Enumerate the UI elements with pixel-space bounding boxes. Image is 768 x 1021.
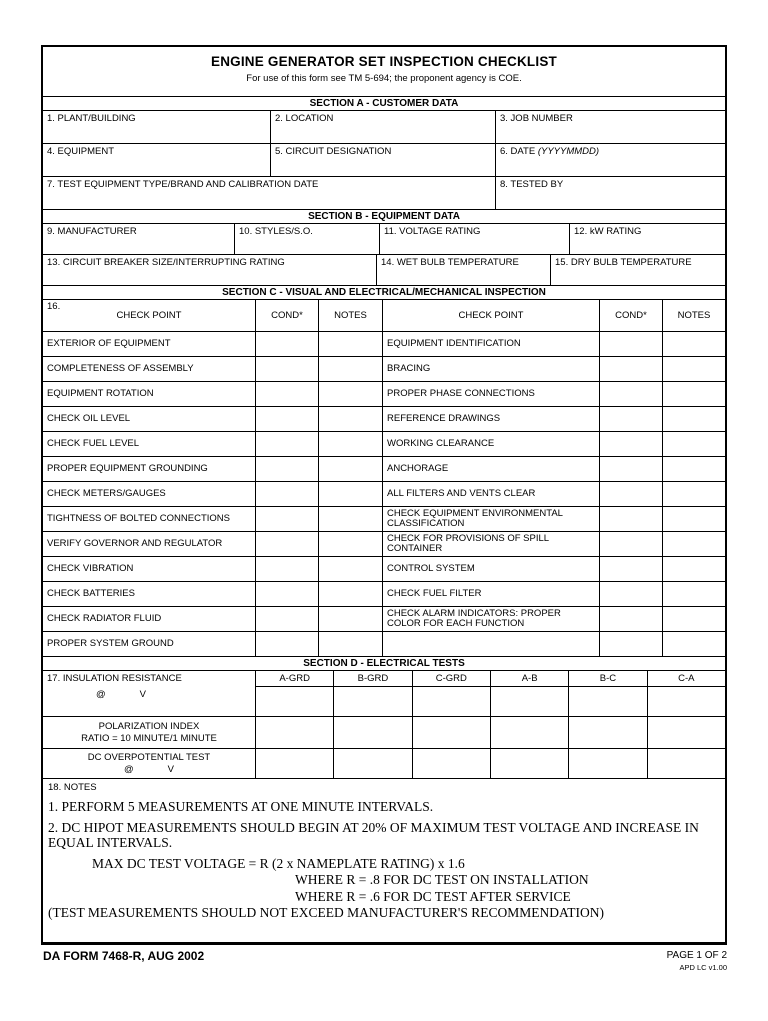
field-circuit-breaker-label: 13. CIRCUIT BREAKER SIZE/INTERRUPTING RATING xyxy=(47,257,285,268)
cond-cell[interactable] xyxy=(599,557,662,581)
col-header-b-c: B-C xyxy=(569,671,646,687)
notes-cell[interactable] xyxy=(662,382,725,406)
checklist-row xyxy=(43,382,725,407)
col-header-c-a: C-A xyxy=(648,671,725,687)
col-header-cond-right: COND* xyxy=(599,300,662,331)
cond-cell[interactable] xyxy=(255,432,318,456)
check-point-label: EQUIPMENT ROTATION xyxy=(47,387,154,399)
field-voltage-rating[interactable] xyxy=(379,224,569,254)
notes-cell[interactable] xyxy=(662,332,725,356)
section-b-header: SECTION B - EQUIPMENT DATA xyxy=(43,210,725,224)
value-cell[interactable] xyxy=(490,717,568,748)
form-page xyxy=(41,45,727,945)
value-cell[interactable] xyxy=(491,687,568,716)
check-point-label: REFERENCE DRAWINGS xyxy=(382,407,599,431)
footer-right xyxy=(667,950,727,972)
value-cell[interactable] xyxy=(333,717,411,748)
cond-cell[interactable] xyxy=(599,532,662,556)
value-cell[interactable] xyxy=(569,687,646,716)
dc-at-voltage[interactable] xyxy=(47,764,251,776)
checklist-row xyxy=(43,457,725,482)
field-tested-by[interactable] xyxy=(495,177,725,209)
checklist-column-headers xyxy=(43,300,725,332)
field-tested-by-label: 8. TESTED BY xyxy=(500,179,564,190)
checklist-row xyxy=(43,532,725,557)
notes-cell[interactable] xyxy=(662,507,725,531)
field-voltage-rating-label: 11. VOLTAGE RATING xyxy=(384,226,481,237)
notes-area[interactable] xyxy=(43,779,725,942)
notes-cell[interactable] xyxy=(318,432,382,456)
value-cell[interactable] xyxy=(334,687,411,716)
note-formula: MAX DC TEST VOLTAGE = R (2 x NAMEPLATE RATING) x 1.6 xyxy=(92,855,465,871)
at-sign: @ xyxy=(96,689,106,700)
field-plant-building[interactable] xyxy=(43,111,270,143)
note-2: 2. DC HIPOT MEASUREMENTS SHOULD BEGIN AT 20% OF MAXIMUM TEST VOLTAGE AND INCREASE IN EQUAL INTERVALS. xyxy=(48,819,699,850)
cond-cell[interactable] xyxy=(599,432,662,456)
cond-cell[interactable] xyxy=(255,332,318,356)
check-point-label: ALL FILTERS AND VENTS CLEAR xyxy=(382,482,599,506)
notes-cell[interactable] xyxy=(662,582,725,606)
notes-cell[interactable] xyxy=(318,457,382,481)
checklist-row xyxy=(43,407,725,432)
checklist-row xyxy=(43,632,725,657)
value-cell[interactable] xyxy=(648,687,725,716)
at-sign: @ xyxy=(124,763,134,775)
col-header-c-grd: C-GRD xyxy=(413,671,490,687)
form-number: DA FORM 7468-R, AUG 2002 xyxy=(43,949,205,963)
field-manufacturer[interactable] xyxy=(43,224,234,254)
volts-label: V xyxy=(139,689,146,700)
field-insulation-resistance-label: 17. INSULATION RESISTANCE xyxy=(47,673,182,684)
cond-cell[interactable] xyxy=(599,507,662,531)
value-cell[interactable] xyxy=(568,749,646,778)
test-column-a-b xyxy=(490,671,568,716)
value-cell[interactable] xyxy=(647,717,725,748)
value-cell[interactable] xyxy=(333,749,411,778)
cond-cell[interactable] xyxy=(599,382,662,406)
test-column-b-grd xyxy=(333,671,411,716)
note-where-installation: WHERE R = .8 FOR DC TEST ON INSTALLATION xyxy=(295,872,589,887)
check-point-label: ANCHORAGE xyxy=(382,457,599,481)
check-point-label: CHECK FOR PROVISIONS OF SPILL CONTAINER xyxy=(382,532,599,556)
check-point-label: PROPER PHASE CONNECTIONS xyxy=(382,382,599,406)
check-point-label: EQUIPMENT IDENTIFICATION xyxy=(382,332,599,356)
check-point-label: CHECK ALARM INDICATORS: PROPER COLOR FOR EACH FUNCTION xyxy=(382,607,599,631)
checklist-row xyxy=(43,582,725,607)
checklist-row xyxy=(43,482,725,507)
field-test-equipment-label: 7. TEST EQUIPMENT TYPE/BRAND AND CALIBRATION DATE xyxy=(47,179,319,190)
check-point-label: CHECK BATTERIES xyxy=(47,587,135,599)
check-point-label xyxy=(382,632,599,656)
field-equipment[interactable] xyxy=(43,144,270,176)
checklist-row xyxy=(43,507,725,532)
dc-overpotential-row xyxy=(43,749,725,779)
col-header-b-grd: B-GRD xyxy=(334,671,411,687)
checklist-row xyxy=(43,557,725,582)
col-header-cond-left: COND* xyxy=(255,300,318,331)
field-dry-bulb-temperature-label: 15. DRY BULB TEMPERATURE xyxy=(555,257,692,268)
section-b-row-1 xyxy=(43,224,725,255)
cond-cell[interactable] xyxy=(255,457,318,481)
notes-cell[interactable] xyxy=(662,407,725,431)
field-wet-bulb-temperature[interactable] xyxy=(376,255,550,285)
checklist-row xyxy=(43,332,725,357)
section-c-header: SECTION C - VISUAL AND ELECTRICAL/MECHANICAL INSPECTION xyxy=(43,286,725,300)
cond-cell[interactable] xyxy=(255,407,318,431)
section-a-row-2 xyxy=(43,144,725,177)
cond-cell[interactable] xyxy=(255,382,318,406)
field-job-number[interactable] xyxy=(495,111,725,143)
note-where-service: WHERE R = .6 FOR DC TEST AFTER SERVICE xyxy=(295,888,571,904)
value-cell[interactable] xyxy=(255,749,333,778)
checklist-row xyxy=(43,357,725,382)
insulation-resistance-row xyxy=(43,671,725,717)
field-circuit-breaker[interactable] xyxy=(43,255,376,285)
cond-cell[interactable] xyxy=(599,582,662,606)
notes-cell[interactable] xyxy=(662,557,725,581)
field-styles-so[interactable] xyxy=(234,224,379,254)
notes-text xyxy=(48,799,720,921)
field-insulation-resistance[interactable] xyxy=(43,671,255,716)
polarization-index-label: POLARIZATION INDEX RATIO = 10 MINUTE/1 MINUTE xyxy=(81,721,217,744)
notes-cell[interactable] xyxy=(662,607,725,631)
field-job-number-label: 3. JOB NUMBER xyxy=(500,113,573,124)
dc-overpotential-label: DC OVERPOTENTIAL TEST @ V xyxy=(43,749,255,778)
field-plant-building-label: 1. PLANT/BUILDING xyxy=(47,113,136,124)
value-cell[interactable] xyxy=(568,717,646,748)
check-point-label: CHECK FUEL LEVEL xyxy=(47,437,140,449)
test-column-b-c xyxy=(568,671,646,716)
col-header-check-point-left: 16. CHECK POINT xyxy=(47,301,182,321)
col-header-check-point-right: CHECK POINT xyxy=(382,300,599,331)
cond-cell[interactable] xyxy=(255,632,318,656)
cond-cell[interactable] xyxy=(599,332,662,356)
check-point-label: CHECK VIBRATION xyxy=(47,562,134,574)
cond-cell[interactable] xyxy=(255,582,318,606)
notes-cell[interactable] xyxy=(662,482,725,506)
field-styles-so-label: 10. STYLES/S.O. xyxy=(239,226,313,237)
col-header-a-b: A-B xyxy=(491,671,568,687)
cond-cell[interactable] xyxy=(255,532,318,556)
notes-cell[interactable] xyxy=(318,357,382,381)
notes-cell[interactable] xyxy=(318,532,382,556)
note-caveat: (TEST MEASUREMENTS SHOULD NOT EXCEED MANUFACTURER'S RECOMMENDATION) xyxy=(48,905,604,920)
checklist-row xyxy=(43,432,725,457)
notes-cell[interactable] xyxy=(318,407,382,431)
value-cell[interactable] xyxy=(490,749,568,778)
notes-cell[interactable] xyxy=(662,457,725,481)
notes-field-label: 18. NOTES xyxy=(48,782,97,793)
notes-cell[interactable] xyxy=(662,432,725,456)
test-column-c-a xyxy=(647,671,725,716)
apd-version: APD LC v1.00 xyxy=(679,963,727,972)
cond-cell[interactable] xyxy=(599,607,662,631)
field-location-label: 2. LOCATION xyxy=(275,113,334,124)
check-point-label: VERIFY GOVERNOR AND REGULATOR xyxy=(47,537,223,549)
field-wet-bulb-temperature-label: 14. WET BULB TEMPERATURE xyxy=(381,257,519,268)
check-point-label: CHECK FUEL FILTER xyxy=(382,582,599,606)
check-point-label: CHECK EQUIPMENT ENVIRONMENTAL CLASSIFICATION xyxy=(382,507,599,531)
field-test-equipment[interactable] xyxy=(43,177,495,209)
field-manufacturer-label: 9. MANUFACTURER xyxy=(47,226,137,237)
check-point-label: WORKING CLEARANCE xyxy=(382,432,599,456)
cond-cell[interactable] xyxy=(255,357,318,381)
field-location[interactable] xyxy=(270,111,495,143)
field-dry-bulb-temperature[interactable] xyxy=(550,255,725,285)
check-point-label: TIGHTNESS OF BOLTED CONNECTIONS xyxy=(47,512,230,524)
note-1: 1. PERFORM 5 MEASUREMENTS AT ONE MINUTE INTERVALS. xyxy=(48,799,434,814)
check-point-label: CHECK METERS/GAUGES xyxy=(47,487,166,499)
cond-cell[interactable] xyxy=(599,632,662,656)
item-16-number: 16. xyxy=(47,301,61,312)
notes-cell[interactable] xyxy=(318,332,382,356)
section-d-header: SECTION D - ELECTRICAL TESTS xyxy=(43,657,725,671)
col-header-a-grd: A-GRD xyxy=(256,671,333,687)
notes-cell[interactable] xyxy=(662,532,725,556)
cond-cell[interactable] xyxy=(599,482,662,506)
value-cell[interactable] xyxy=(412,749,490,778)
checklist-row xyxy=(43,607,725,632)
volts-label: V xyxy=(167,763,174,775)
field-kw-rating-label: 12. kW RATING xyxy=(574,226,642,237)
check-point-label: EXTERIOR OF EQUIPMENT xyxy=(47,337,171,349)
field-equipment-label: 4. EQUIPMENT xyxy=(47,146,115,157)
check-point-label: CHECK RADIATOR FLUID xyxy=(47,612,162,624)
form-subtitle: For use of this form see TM 5-694; the proponent agency is COE. xyxy=(246,73,522,84)
check-point-label: CONTROL SYSTEM xyxy=(382,557,599,581)
notes-cell[interactable] xyxy=(318,557,382,581)
check-point-label: PROPER EQUIPMENT GROUNDING xyxy=(47,462,208,474)
section-b-row-2 xyxy=(43,255,725,286)
test-column-a-grd xyxy=(255,671,333,716)
cond-cell[interactable] xyxy=(599,357,662,381)
field-circuit-designation-label: 5. CIRCUIT DESIGNATION xyxy=(275,146,392,157)
col-header-notes-left: NOTES xyxy=(318,300,382,331)
cond-cell[interactable] xyxy=(255,557,318,581)
value-cell[interactable] xyxy=(647,749,725,778)
value-cell[interactable] xyxy=(413,687,490,716)
cond-cell[interactable] xyxy=(599,457,662,481)
notes-cell[interactable] xyxy=(662,632,725,656)
value-cell[interactable] xyxy=(255,717,333,748)
form-title: ENGINE GENERATOR SET INSPECTION CHECKLIST xyxy=(211,54,557,69)
section-a-row-3 xyxy=(43,177,725,210)
cond-cell[interactable] xyxy=(255,507,318,531)
field-date-format-hint: (YYYYMMDD) xyxy=(537,146,600,157)
notes-cell[interactable] xyxy=(318,382,382,406)
value-cell[interactable] xyxy=(412,717,490,748)
field-date-label: 6. DATE xyxy=(500,146,538,157)
value-cell[interactable] xyxy=(256,687,333,716)
test-column-c-grd xyxy=(412,671,490,716)
section-a-row-1 xyxy=(43,111,725,144)
check-point-label: BRACING xyxy=(382,357,599,381)
notes-cell[interactable] xyxy=(318,507,382,531)
check-point-label: CHECK OIL LEVEL xyxy=(47,412,131,424)
cond-cell[interactable] xyxy=(255,607,318,631)
field-circuit-designation[interactable] xyxy=(270,144,495,176)
notes-cell[interactable] xyxy=(318,607,382,631)
cond-cell[interactable] xyxy=(599,407,662,431)
polarization-index-row xyxy=(43,717,725,749)
title-block xyxy=(43,47,725,97)
page-indicator: PAGE 1 OF 2 xyxy=(666,950,727,961)
field-date[interactable] xyxy=(495,144,725,176)
notes-cell[interactable] xyxy=(318,482,382,506)
notes-cell[interactable] xyxy=(662,357,725,381)
notes-cell[interactable] xyxy=(318,582,382,606)
check-point-label: COMPLETENESS OF ASSEMBLY xyxy=(47,362,194,374)
insulation-at-voltage[interactable] xyxy=(47,689,251,700)
section-a-header: SECTION A - CUSTOMER DATA xyxy=(43,97,725,111)
cond-cell[interactable] xyxy=(255,482,318,506)
col-header-notes-right: NOTES xyxy=(662,300,725,331)
notes-cell[interactable] xyxy=(318,632,382,656)
check-point-label: PROPER SYSTEM GROUND xyxy=(47,637,174,649)
field-kw-rating[interactable] xyxy=(569,224,725,254)
